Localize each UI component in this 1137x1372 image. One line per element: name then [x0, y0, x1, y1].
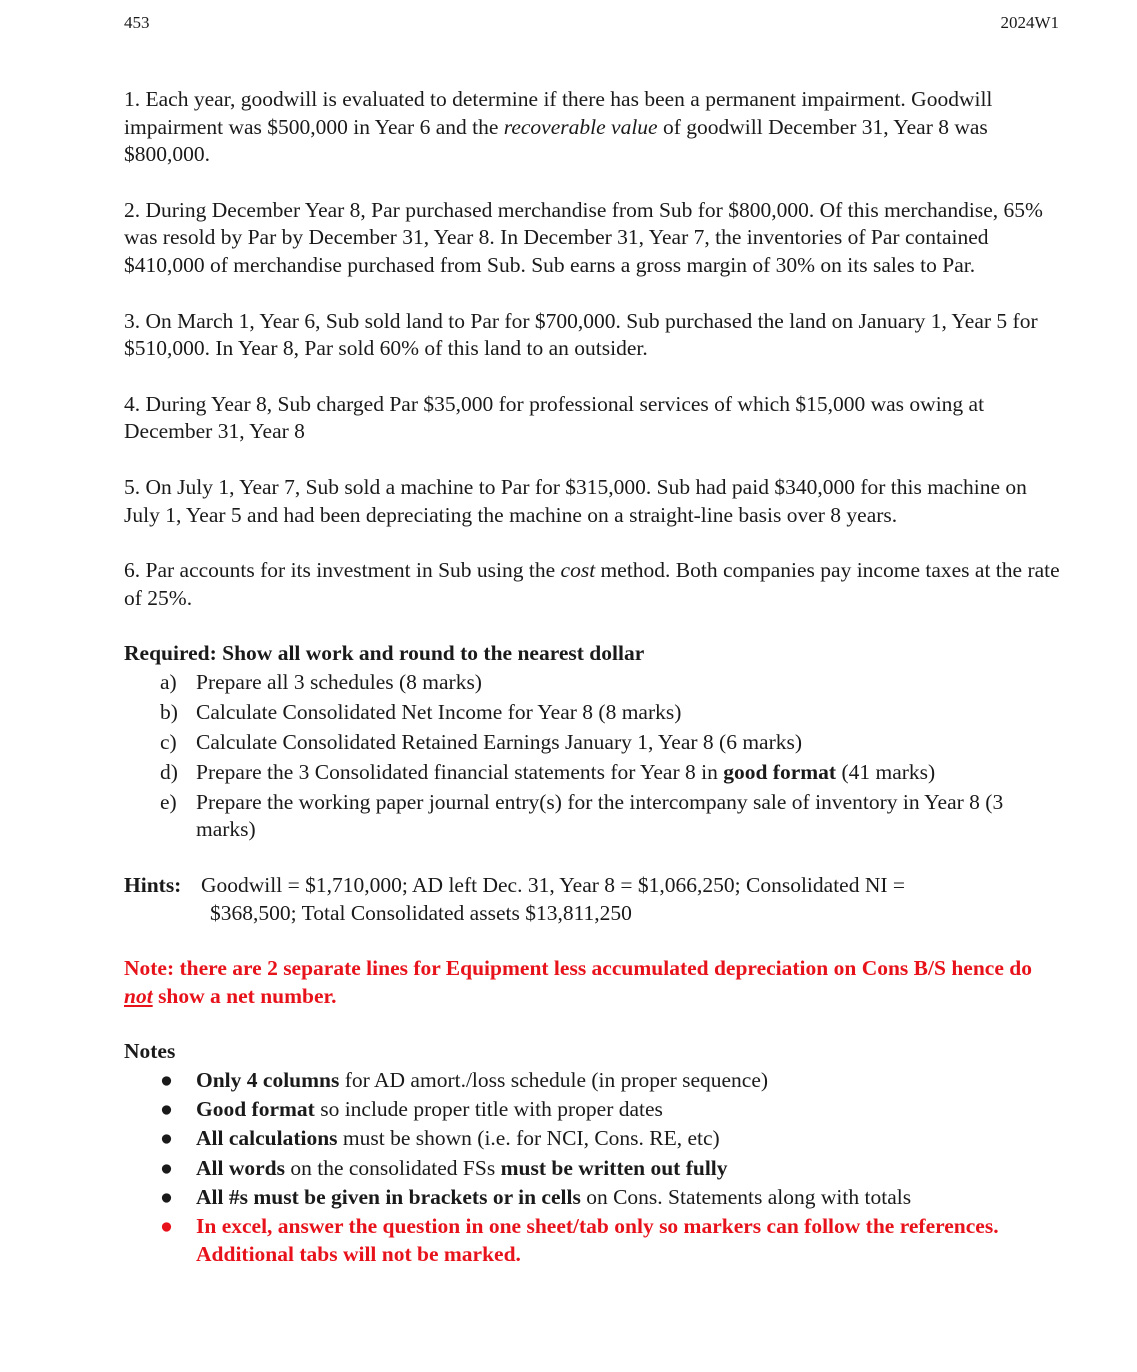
bullet-icon: ● [160, 1184, 173, 1209]
red-note: Note: there are 2 separate lines for Equipment less accumulated depreciation on Cons B/S hence do not show a net number. [124, 956, 1032, 1008]
bullet-icon: ● [160, 1068, 173, 1092]
item-4: 4. During Year 8, Sub charged Par $35,000 for professional services of which $15,000 was owing at December 31, Year 8 [124, 391, 985, 444]
item-6: 6. Par accounts for its investment in Sub using the cost method. Both companies pay income taxes at the rate of 25%. [124, 558, 1060, 610]
item-5: 5. On July 1, Year 7, Sub sold a machine to Par for $315,000. Sub had paid $340,000 for this machine on July 1, Year 5 and had been depreciating the machine on a straight-line basis over 8 years. [124, 474, 1027, 527]
notes-item: ● Only 4 columns for AD amort./loss schedule (in proper sequence) [124, 1067, 1064, 1095]
bullet-icon: ● [160, 1155, 173, 1180]
bullet-icon: ● [160, 1213, 173, 1238]
required-list [124, 669, 1064, 844]
notes-item: ● All #s must be given in brackets or in cells on Cons. Statements along with totals [124, 1184, 1064, 1212]
item-3: 3. On March 1, Year 6, Sub sold land to Par for $700,000. Sub purchased the land on January 1, Year 5 for $510,000. In Year 8, Par sold 60% of this land to an outsider. [124, 308, 1038, 361]
term-code: 2024W1 [1000, 13, 1059, 32]
hints [124, 872, 1064, 927]
document-body [124, 86, 1064, 1270]
bullet-icon: ● [160, 1126, 173, 1151]
required-item: c) Calculate Consolidated Retained Earnings January 1, Year 8 (6 marks) [160, 729, 803, 754]
notes-list [124, 1067, 1064, 1268]
item-1: 1. Each year, goodwill is evaluated to determine if there has been a permanent impairment. Goodwill impairment was $500,000 in Year 6 and the recoverable value of goodwill December 31, Year 8 was $800,000. [124, 87, 993, 167]
item-2: 2. During December Year 8, Par purchased merchandise from Sub for $800,000. Of this merchandise, 65% was resold by Par by December 31, Year 8. In December 31, Year 7, the inventories of Par contained $410,000 of merchandise purchased from Sub. Sub earns a gross margin of 30% on its sales to Par. [124, 197, 1043, 277]
notes-item-red: ● In excel, answer the question in one sheet/tab only so markers can follow the references. Additional tabs will not be marked. [124, 1213, 1064, 1268]
hints-line-2: $368,500; Total Consolidated assets $13,811,250 [210, 900, 632, 925]
required-title: Required: Show all work and round to the nearest dollar [124, 641, 645, 666]
notes-item: ● Good format so include proper title with proper dates [124, 1096, 1064, 1124]
notes-item: ● All words on the consolidated FSs must be written out fully [124, 1155, 1064, 1183]
hints-line-1: Goodwill = $1,710,000; AD left Dec. 31, Year 8 = $1,066,250; Consolidated NI = [201, 873, 906, 898]
required-item: a) Prepare all 3 schedules (8 marks) [160, 669, 482, 694]
bullet-icon: ● [160, 1097, 173, 1122]
notes-item: ● All calculations must be shown (i.e. for NCI, Cons. RE, etc) [124, 1125, 1064, 1153]
required-item: d) Prepare the 3 Consolidated financial statements for Year 8 in good format (41 marks) [160, 759, 936, 784]
required-item: e) Prepare the working paper journal entry(s) for the intercompany sale of inventory in Year 8 (3 marks) [160, 789, 1004, 842]
page-number: 453 [124, 13, 150, 32]
hints-label: Hints: [124, 873, 182, 898]
notes-title: Notes [124, 1039, 176, 1064]
required-item: b) Calculate Consolidated Net Income for Year 8 (8 marks) [160, 699, 682, 724]
